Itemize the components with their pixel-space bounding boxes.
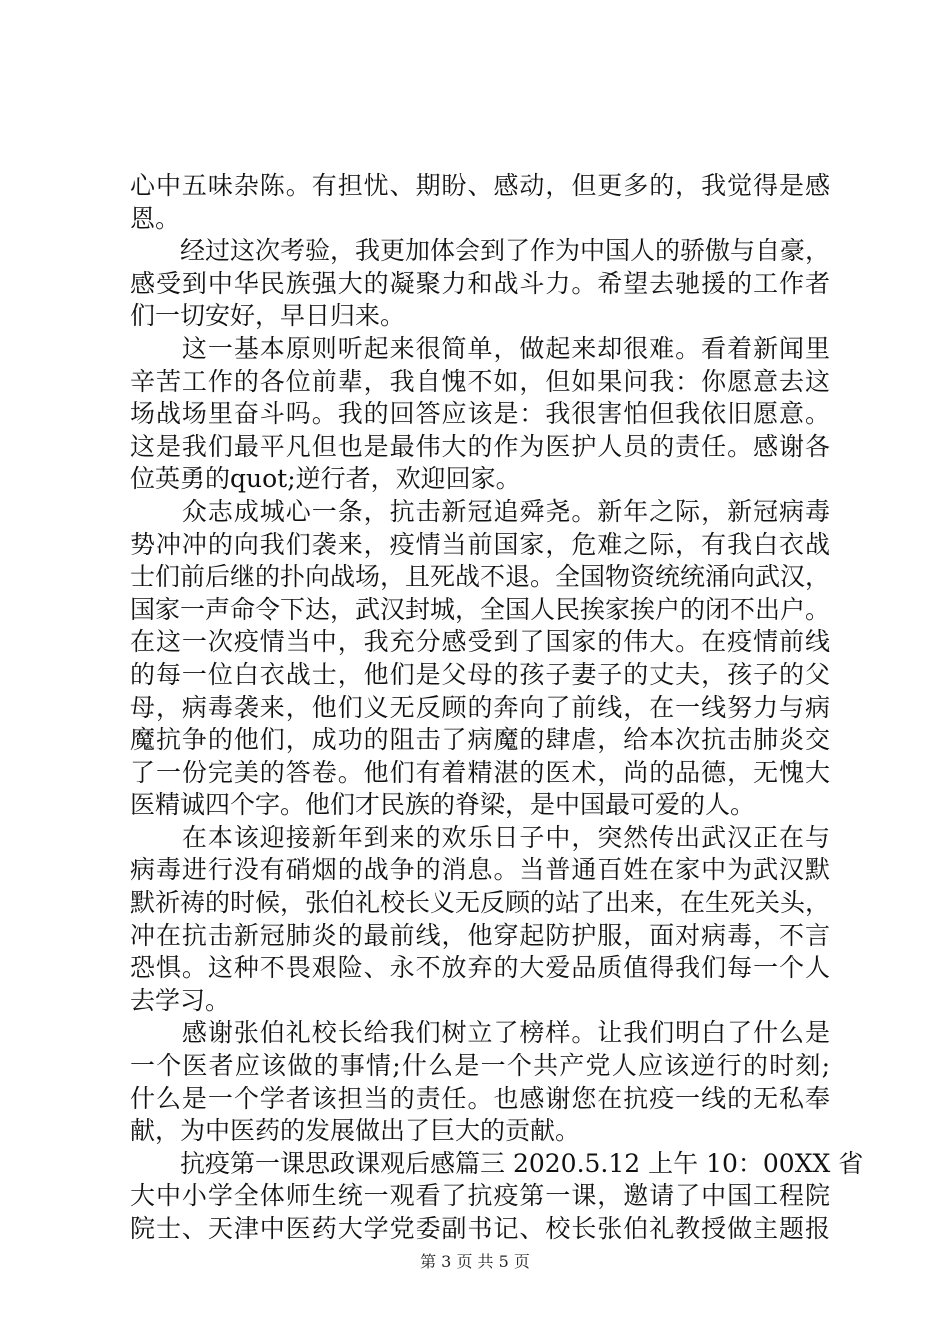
text-line: 这是我们最平凡但也是最伟大的作为医护人员的责任。感谢各 [130, 431, 830, 461]
text-line: 这一基本原则听起来很简单，做起来却很难。看着新闻里 [130, 333, 830, 363]
page-footer: 第 3 页 共 5 页 [420, 1252, 530, 1271]
text-line: 抗疫第一课思政课观后感篇三 2020.5.12 上午 10：00XX 省 [130, 1148, 864, 1178]
text-line: 众志成城心一条，抗击新冠追舜尧。新年之际，新冠病毒 [130, 496, 830, 526]
text-line: 恐惧。这种不畏艰险、永不放弃的大爱品质值得我们每一个人 [130, 953, 830, 983]
text-line: 献，为中医药的发展做出了巨大的贡献。 [130, 1116, 581, 1146]
text-line: 医精诚四个字。他们才民族的脊梁，是中国最可爱的人。 [130, 790, 756, 820]
text-line: 病毒进行没有硝烟的战争的消息。当普通百姓在家中为武汉默 [130, 855, 830, 885]
text-line: 冲在抗击新冠肺炎的最前线，他穿起防护服，面对病毒，不言 [130, 920, 830, 950]
text-line: 经过这次考验，我更加体会到了作为中国人的骄傲与自豪， [130, 236, 831, 266]
text-line: 势冲冲的向我们袭来，疫情当前国家，危难之际，有我白衣战 [130, 529, 830, 559]
text-line: 在本该迎接新年到来的欢乐日子中，突然传出武汉正在与 [130, 822, 830, 852]
text-line: 位英勇的quot;逆行者，欢迎回家。 [130, 464, 521, 494]
text-line: 什么是一个学者该担当的责任。也感谢您在抗疫一线的无私奉 [130, 1083, 830, 1113]
text-line: 了一份完美的答卷。他们有着精湛的医术，尚的品德，无愧大 [130, 757, 830, 787]
text-line: 母，病毒袭来，他们义无反顾的奔向了前线，在一线努力与病 [130, 692, 830, 722]
text-line: 感受到中华民族强大的凝聚力和战斗力。希望去驰援的工作者 [130, 268, 830, 298]
text-line: 场战场里奋斗吗。我的回答应该是：我很害怕但我依旧愿意。 [130, 399, 830, 429]
text-line: 恩。 [130, 203, 181, 233]
text-line: 们一切安好，早日归来。 [130, 301, 406, 331]
body-text [130, 170, 864, 1246]
text-line: 默祈祷的时候，张伯礼校长义无反顾的站了出来，在生死关头， [130, 888, 831, 918]
text-line: 一个医者应该做的事情;什么是一个共产党人应该逆行的时刻; [130, 1051, 830, 1081]
text-line: 魔抗争的他们，成功的阻击了病魔的肆虐，给本次抗击肺炎交 [130, 725, 830, 755]
text-line: 院士、天津中医药大学党委副书记、校长张伯礼教授做主题报 [130, 1214, 830, 1243]
text-line: 辛苦工作的各位前辈，我自愧不如，但如果问我：你愿意去这 [130, 366, 830, 396]
text-line: 在这一次疫情当中，我充分感受到了国家的伟大。在疫情前线 [130, 627, 830, 657]
text-line: 心中五味杂陈。有担忧、期盼、感动，但更多的，我觉得是感 [130, 171, 830, 200]
text-line: 国家一声命令下达，武汉封城，全国人民挨家挨户的闭不出户。 [130, 594, 831, 624]
text-line: 感谢张伯礼校长给我们树立了榜样。让我们明白了什么是 [130, 1018, 830, 1048]
text-line: 去学习。 [130, 985, 231, 1015]
text-line: 士们前后继的扑向战场，且死战不退。全国物资统统涌向武汉， [130, 562, 831, 592]
text-line: 的每一位白衣战士，他们是父母的孩子妻子的丈夫，孩子的父 [130, 659, 830, 689]
text-line: 大中小学全体师生统一观看了抗疫第一课，邀请了中国工程院 [130, 1181, 830, 1211]
